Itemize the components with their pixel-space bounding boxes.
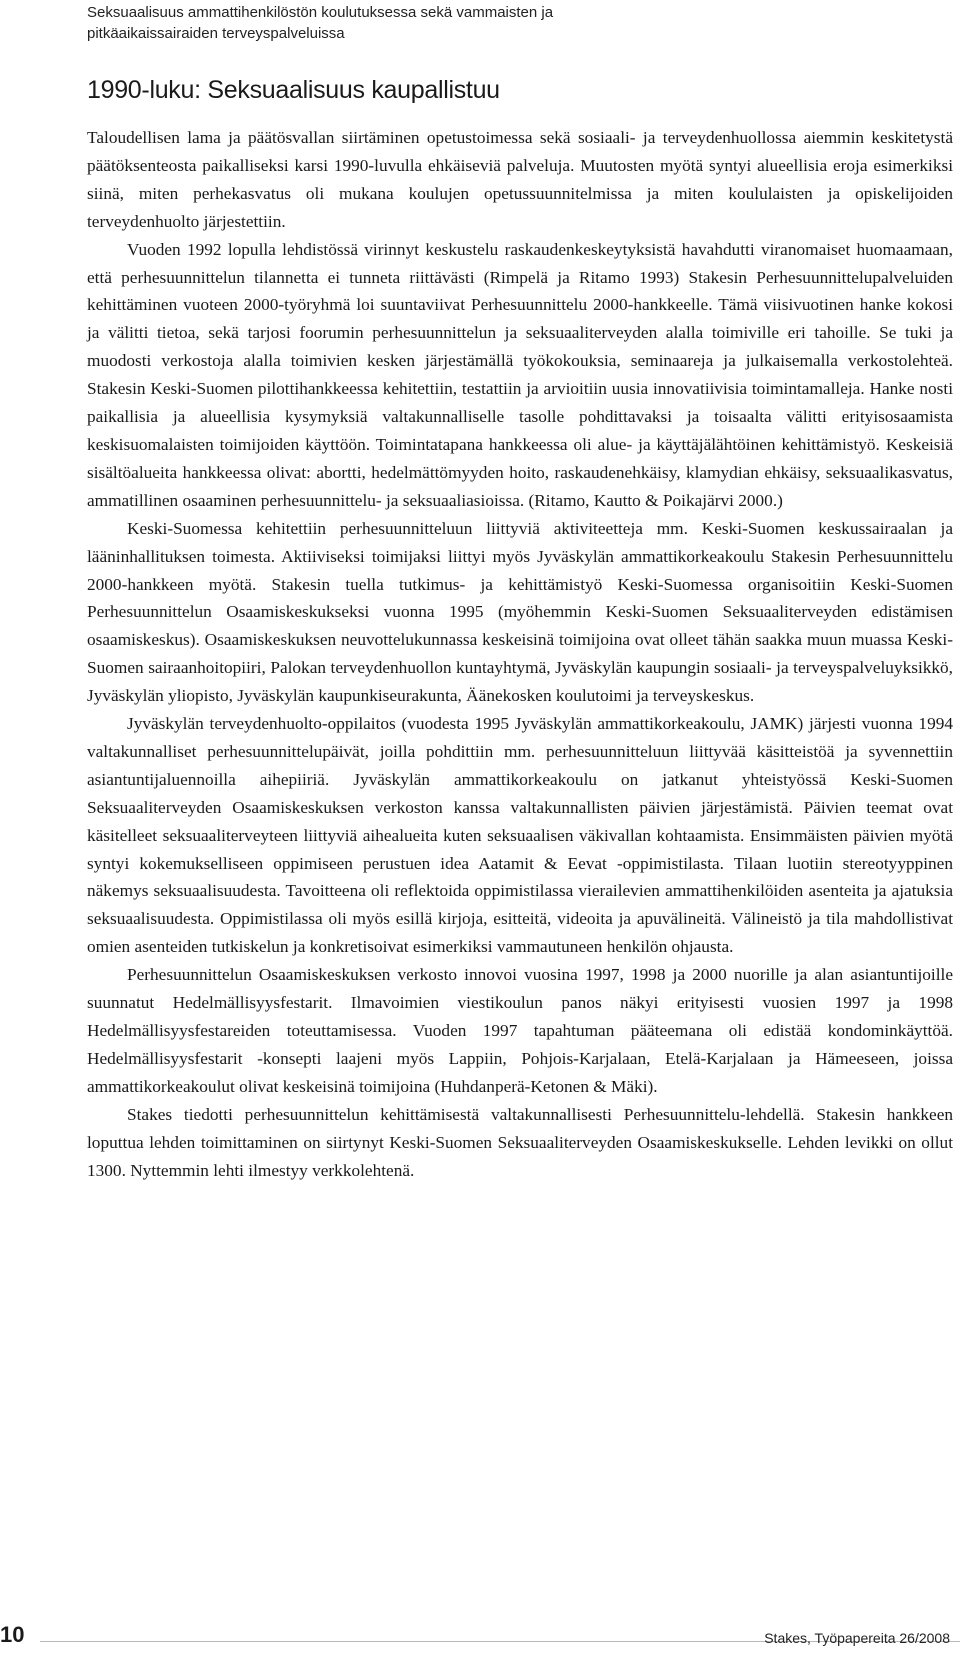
body-text bbox=[87, 124, 953, 1184]
paragraph-4: Jyväskylän terveydenhuolto-oppilaitos (vuodesta 1995 Jyväskylän ammattikorkeakoulu, JAMK) järjesti vuonna 1994 valtakunnalliset perhesuunnittelupäivät, joilla pohdittiin mm. perhesuunnitteluun liittyvää käsitteistöä ja syvennettiin asiantuntijaluennoilla aihepiiriä. Jyväskylän ammattikorkeakoulu on jatkanut yhteistyössä Keski-Suomen Seksuaaliterveyden Osaamiskeskuksen verkoston kanssa valtakunnallisten päivien järjestämistä. Päivien teemat ovat käsitelleet seksuaaliterveyteen liittyviä aihealueita kuten seksuaalisen väkivallan kohtaamista. Ensimmäisten päivien myötä syntyi kokemukselliseen oppimiseen perustuen idea Aatamit & Eevat -oppimistilasta. Tilaan luotiin stereotyyppinen näkemys seksuaalisuudesta. Tavoitteena oli reflektoida oppimistilassa vierailevien ammattihenkilöiden asenteita ja ajatuksia seksuaalisuudesta. Oppimistilassa oli myös esillä kirjoja, esitteitä, videoita ja apuvälineitä. Välineistö ja tila mahdollistivat omien asenteiden tutkiskelun ja konkretisoivat esimerkiksi vammautuneen henkilön ohjausta. bbox=[87, 714, 953, 957]
paragraph-5: Perhesuunnittelun Osaamiskeskuksen verkosto innovoi vuosina 1997, 1998 ja 2000 nuorille ja alan asiantuntijoille suunnatut Hedelmällisyysfestarit. Ilmavoimien viestikoulun panos näkyi erityisesti vuosien 1997 ja 1998 Hedelmällisyysfestareiden toteuttamisessa. Vuoden 1997 tapahtuman pääteemana oli edistää kondominkäyttöä. Hedelmällisyysfestarit -konsepti laajeni myös Lappiin, Pohjois-Karjalaan, Etelä-Karjalaan ja Hämeeseen, joissa ammattikorkeakoulut olivat keskeisinä toimijoina (Huhdanperä-Ketonen & Mäki). bbox=[87, 965, 953, 1096]
paragraph-6: Stakes tiedotti perhesuunnittelun kehittämisestä valtakunnallisesti Perhesuunnittelu-lehdellä. Stakesin hankkeen loputtua lehden toimittaminen on siirtynyt Keski-Suomen Seksuaaliterveyden Osaamiskeskukselle. Lehden levikki on ollut 1300. Nyttemmin lehti ilmestyy verkkolehtenä. bbox=[87, 1104, 953, 1180]
running-header bbox=[87, 2, 607, 44]
running-header-line-1: Seksuaalisuus ammattihenkilöstön koulutuksessa sekä vammaisten ja bbox=[87, 4, 554, 21]
paragraph-3: Keski-Suomessa kehitettiin perhesuunnitteluun liittyviä aktiviteetteja mm. Keski-Suomen keskussairaalan ja lääninhallituksen toimesta. Aktiiviseksi toimijaksi liittyi myös Jyväskylän ammattikorkeakoulu Stakesin Perhesuunnittelu 2000-hankkeen myötä. Stakesin tuella tutkimus- ja kehittämistyö Keski-Suomessa organisoitiin Keski-Suomen Perhesuunnittelun Osaamiskeskukseksi vuonna 1995 (myöhemmin Keski-Suomen Seksuaaliterveyden edistämisen osaamiskeskus). Osaamiskeskuksen neuvottelukunnassa keskeisinä toimijoina ovat olleet tähän saakka muun muassa Keski-Suomen sairaanhoitopiiri, Palokan terveydenhuollon kuntayhtymä, Jyväskylän kaupungin sosiaali- ja terveyspalveluyksikkö, Jyväskylän yliopisto, Jyväskylän kaupunkiseurakunta, Äänekosken koulutoimi ja terveyskeskus. bbox=[87, 518, 953, 706]
section-title: 1990-luku: Seksuaalisuus kaupallistuu bbox=[87, 76, 500, 104]
paragraph-1: Taloudellisen lama ja päätösvallan siirtäminen opetustoimessa sekä sosiaali- ja terveydenhuollossa aiemmin keskitetystä päätöksenteosta paikalliseksi karsi 1990-luvulla ehkäiseviä palveluja. Muutosten myötä syntyi alueellisia eroja esimerkiksi siinä, miten perhekasvatus oli mukana koulujen opetussuunnitelmissa ja miten koululaisten ja opiskelijoiden terveydenhuolto järjestettiin. bbox=[87, 128, 953, 231]
page-number: 10 bbox=[0, 1622, 25, 1647]
running-header-line-2: pitkäaikaissairaiden terveyspalveluissa bbox=[87, 25, 345, 42]
footer-publication: Stakes, Työpapereita 26/2008 bbox=[764, 1630, 950, 1646]
paragraph-2: Vuoden 1992 lopulla lehdistössä virinnyt keskustelu raskaudenkeskeytyksistä havahdutti viranomaiset huomaamaan, että perhesuunnittelun tilannetta ei tunneta riittävästi (Rimpelä ja Ritamo 1993) Stakesin Perhesuunnittelupalveluiden kehittäminen vuoteen 2000-työryhmä loi suuntaviivat Perhesuunnittelu 2000-hankkeelle. Tämä viisivuotinen hanke kokosi ja välitti tietoa, sekä tarjosi foorumin perhesuunnittelun ja seksuaaliterveyden alalla toimiville eri tahoille. Se tuki ja muodosti verkostoja alalla toimivien kesken järjestämällä työkokouksia, seminaareja ja julkaisemalla verkostolehteä. Stakesin Keski-Suomen pilottihankkeessa kehitettiin, testattiin ja arvioitiin uusia innovatiivisia toimintamalleja. Hanke nosti paikallisia ja alueellisia kysymyksiä valtakunnalliselle tasolle pohdittavaksi ja toisaalta välitti erityisosaamista keskisuomalaisten toimijoiden käyttöön. Toimintatapana hankkeessa oli alue- ja käyttäjälähtöinen kehittämistyö. Keskeisiä sisältöalueita hankkeessa olivat: abortti, hedelmättömyyden hoito, raskaudenehkäisy, klamydian ehkäisy, seksuaalikasvatus, ammatillinen osaaminen perhesuunnittelu- ja seksuaaliasioissa. (Ritamo, Kautto & Poikajärvi 2000.) bbox=[87, 239, 953, 510]
